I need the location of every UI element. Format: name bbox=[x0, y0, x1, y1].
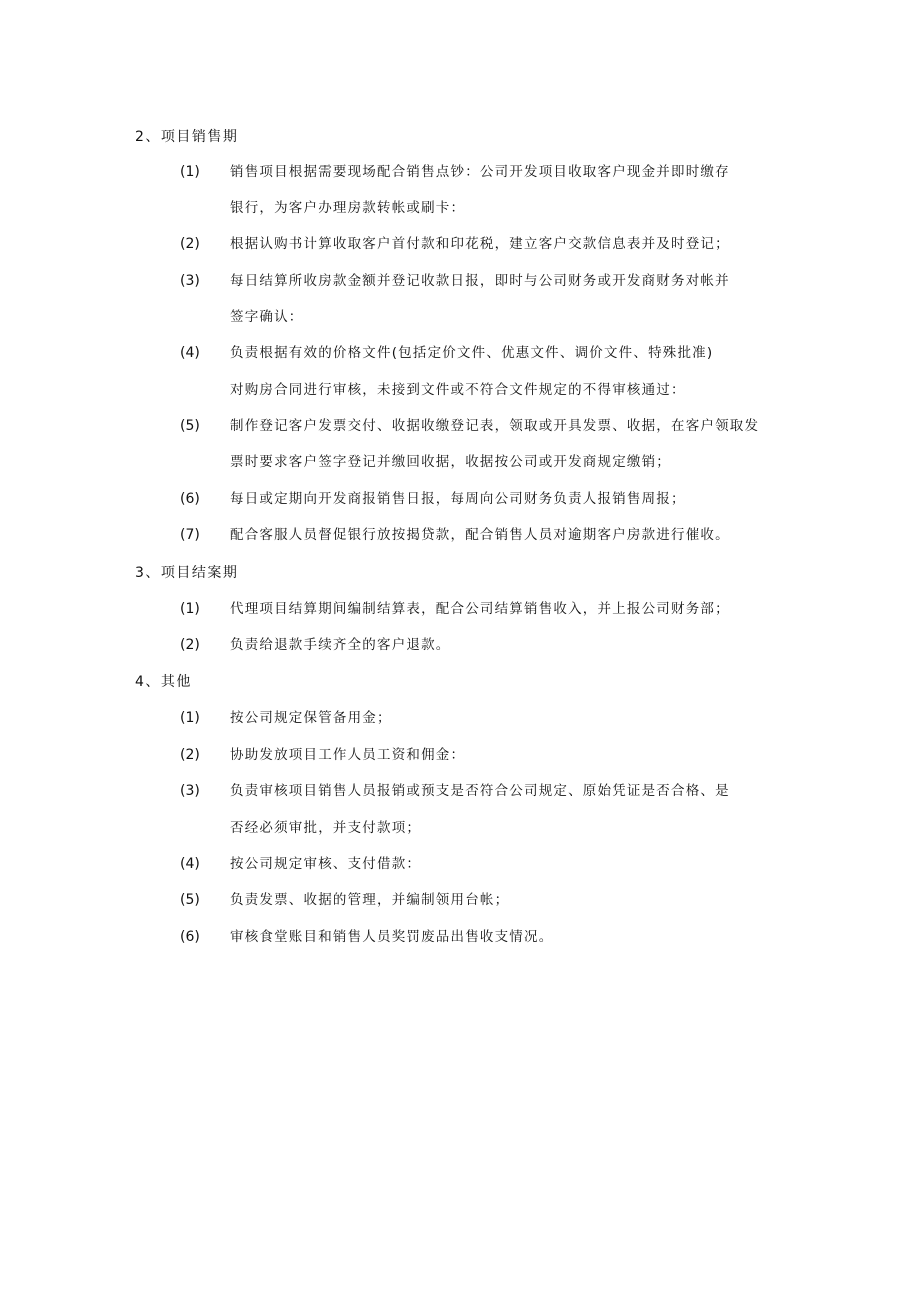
section-heading-other: 4、其他 bbox=[135, 674, 192, 690]
item-number: (1) bbox=[180, 601, 200, 617]
item-text: 负责根据有效的价格文件(包括定价文件、优惠文件、调价文件、特殊批准) bbox=[230, 345, 714, 361]
item-number: (6) bbox=[180, 491, 200, 507]
item-text-continued: 票时要求客户签字登记并缴回收据，收据按公司或开发商规定缴销； bbox=[230, 454, 671, 470]
item-number: (1) bbox=[180, 710, 200, 726]
item-number: (5) bbox=[180, 892, 200, 908]
item-text-continued: 否经必须审批，并支付款项； bbox=[230, 820, 422, 836]
item-text: 按公司规定保管备用金； bbox=[230, 710, 392, 726]
item-text: 制作登记客户发票交付、收据收缴登记表，领取或开具发票、收据，在客户领取发 bbox=[230, 418, 760, 434]
section-heading-closing-period: 3、项目结案期 bbox=[135, 565, 239, 581]
item-text: 销售项目根据需要现场配合销售点钞：公司开发项目收取客户现金并即时缴存 bbox=[230, 164, 730, 180]
item-text: 负责给退款手续齐全的客户退款。 bbox=[230, 637, 451, 653]
item-text: 根据认购书计算收取客户首付款和印花税，建立客户交款信息表并及时登记； bbox=[230, 236, 730, 252]
item-number: (2) bbox=[180, 637, 200, 653]
item-number: (2) bbox=[180, 236, 200, 252]
item-number: (6) bbox=[180, 929, 200, 945]
item-text: 每日结算所收房款金额并登记收款日报，即时与公司财务或开发商财务对帐并 bbox=[230, 273, 730, 289]
item-number: (2) bbox=[180, 747, 200, 763]
item-text: 每日或定期向开发商报销售日报，每周向公司财务负责人报销售周报； bbox=[230, 491, 686, 507]
item-text-continued: 银行，为客户办理房款转帐或刷卡： bbox=[230, 200, 466, 216]
item-text: 负责审核项目销售人员报销或预支是否符合公司规定、原始凭证是否合格、是 bbox=[230, 783, 730, 799]
item-text: 配合客服人员督促银行放按揭贷款，配合销售人员对逾期客户房款进行催收。 bbox=[230, 527, 730, 543]
item-number: (7) bbox=[180, 527, 200, 543]
item-number: (3) bbox=[180, 783, 200, 799]
item-number: (4) bbox=[180, 345, 200, 361]
item-text: 代理项目结算期间编制结算表，配合公司结算销售收入，并上报公司财务部； bbox=[230, 601, 730, 617]
item-text: 按公司规定审核、支付借款： bbox=[230, 856, 422, 872]
item-number: (5) bbox=[180, 418, 200, 434]
item-text: 审核食堂账目和销售人员奖罚废品出售收支情况。 bbox=[230, 929, 554, 945]
item-number: (4) bbox=[180, 856, 200, 872]
item-text: 负责发票、收据的管理，并编制领用台帐； bbox=[230, 892, 510, 908]
item-number: (1) bbox=[180, 164, 200, 180]
item-text: 协助发放项目工作人员工资和佣金： bbox=[230, 747, 466, 763]
item-text-continued: 对购房合同进行审核，未接到文件或不符合文件规定的不得审核通过： bbox=[230, 382, 686, 398]
item-number: (3) bbox=[180, 273, 200, 289]
section-heading-sales-period: 2、项目销售期 bbox=[135, 129, 239, 145]
item-text-continued: 签字确认： bbox=[230, 309, 304, 325]
